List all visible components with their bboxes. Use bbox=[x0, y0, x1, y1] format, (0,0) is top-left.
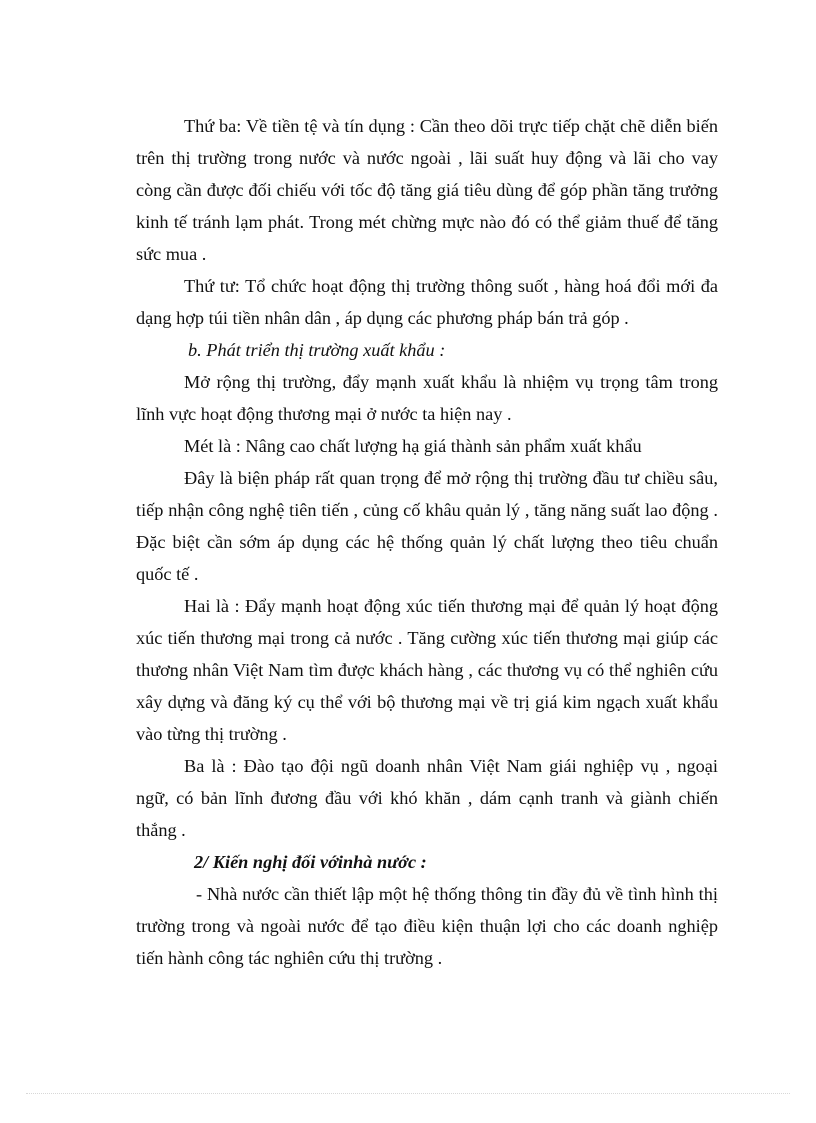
page-bottom-divider bbox=[26, 1093, 790, 1094]
paragraph-thu-ba: Thứ ba: Về tiền tệ và tín dụng : Cần theo dõi trực tiếp chặt chẽ diễn biến trên thị trường trong nước và nước ngoài , lãi suất huy động và lãi cho vay còng cần được đối chiếu với tốc độ tăng giá tiêu dùng để góp phần tăng trưởng kinh tế tránh lạm phát. Trong mét chừng mực nào đó có thể giảm thuế để tăng sức mua . bbox=[136, 116, 718, 264]
document-body bbox=[136, 110, 718, 974]
paragraph-nha-nuoc: - Nhà nước cần thiết lập một hệ thống thông tin đầy đủ về tình hình thị trường trong và ngoài nước để tạo điều kiện thuận lợi cho các doanh nghiệp tiến hành công tác nghiên cứu thị trường . bbox=[136, 884, 718, 968]
paragraph-ba-la: Ba là : Đào tạo đội ngũ doanh nhân Việt Nam giái nghiệp vụ , ngoại ngữ, có bản lĩnh đương đầu với khó khăn , dám cạnh tranh và giành chiến thắng . bbox=[136, 756, 718, 840]
paragraph-met-la: Mét là : Nâng cao chất lượng hạ giá thành sản phẩm xuất khẩu bbox=[184, 436, 642, 456]
paragraph-thu-tu: Thứ tư: Tổ chức hoạt động thị trường thông suốt , hàng hoá đổi mới đa dạng hợp túi tiền nhân dân , áp dụng các phương pháp bán trả góp . bbox=[136, 276, 718, 328]
paragraph-day-la: Đây là biện pháp rất quan trọng để mở rộng thị trường đầu tư chiều sâu, tiếp nhận công nghệ tiên tiến , củng cố khâu quản lý , tăng năng suất lao động . Đặc biệt cần sớm áp dụng các hệ thống quản lý chất lượng theo tiêu chuẩn quốc tế . bbox=[136, 468, 718, 584]
paragraph-hai-la: Hai là : Đẩy mạnh hoạt động xúc tiến thương mại để quản lý hoạt động xúc tiến thương mại trong cả nước . Tăng cường xúc tiến thương mại giúp các thương nhân Việt Nam tìm được khách hàng , các thương vụ có thể nghiên cứu xây dựng và đăng ký cụ thể với bộ thương mại về trị giá kim ngạch xuất khẩu vào từng thị trường . bbox=[136, 596, 718, 744]
section-heading-2: 2/ Kiến nghị đối vớinhà nước : bbox=[194, 852, 427, 872]
paragraph-mo-rong-thi-truong: Mở rộng thị trường, đẩy mạnh xuất khẩu là nhiệm vụ trọng tâm trong lĩnh vực hoạt động thương mại ở nước ta hiện nay . bbox=[136, 372, 718, 424]
section-heading-b: b. Phát triển thị trường xuất khẩu : bbox=[188, 340, 446, 360]
